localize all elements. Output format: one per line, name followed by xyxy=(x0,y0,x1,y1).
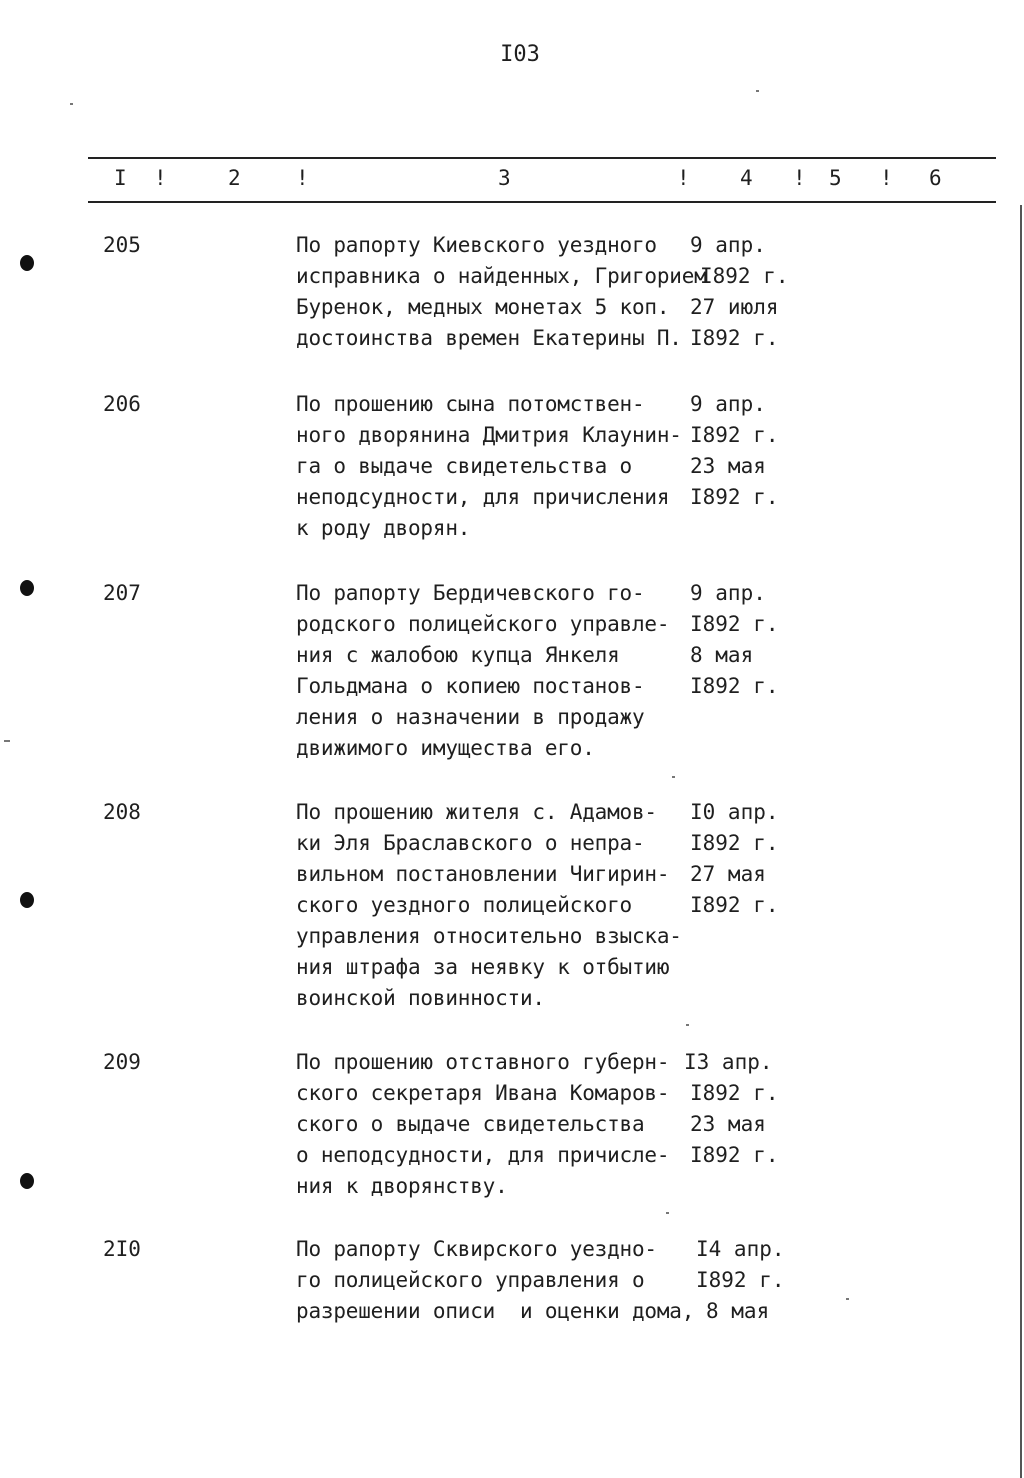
entry-description-line: ского уездного полицейского xyxy=(296,893,632,917)
entry-description-line: По рапорту Сквирского уездно- xyxy=(296,1237,657,1261)
entry-date-line: I892 г. xyxy=(700,264,789,288)
entry-date-line: 27 июля xyxy=(690,295,779,319)
punch-hole-mark xyxy=(20,892,34,908)
scan-speck xyxy=(666,1212,669,1214)
header-col-3: 3 xyxy=(498,166,511,190)
entry-description-line: к роду дворян. xyxy=(296,516,471,540)
entry-description-line: движимого имущества его. xyxy=(296,736,595,760)
header-col-1: I xyxy=(114,166,127,190)
header-col-2: 2 xyxy=(228,166,241,190)
entry-date-line: I3 апр. xyxy=(684,1050,773,1074)
entry-description-line: ния к дворянству. xyxy=(296,1174,508,1198)
entry-date-line: I892 г. xyxy=(690,893,779,917)
entry-description-line: вильном постановлении Чигирин- xyxy=(296,862,670,886)
entry-date-line: I892 г. xyxy=(690,1081,779,1105)
table-header-bottom-rule xyxy=(88,201,996,203)
entry-date-line: I892 г. xyxy=(690,485,779,509)
punch-hole-mark xyxy=(20,1173,34,1189)
table-header-top-rule xyxy=(88,157,996,159)
entry-description-line: ского о выдаче свидетельства xyxy=(296,1112,645,1136)
entry-description-line: разрешении описи и оценки дома, xyxy=(296,1299,695,1323)
header-separator: ! xyxy=(793,166,806,190)
entry-description-line: о неподсудности, для причисле- xyxy=(296,1143,670,1167)
entry-date-line: 9 апр. xyxy=(690,581,766,605)
scan-speck xyxy=(4,740,10,742)
header-col-4: 4 xyxy=(740,166,753,190)
scan-speck xyxy=(756,90,759,92)
entry-description-line: неподсудности, для причисления xyxy=(296,485,670,509)
entry-description-line: га о выдаче свидетельства о xyxy=(296,454,632,478)
scan-speck xyxy=(846,1298,849,1300)
entry-description-line: ления о назначении в продажу xyxy=(296,705,645,729)
entry-date-line: 8 мая xyxy=(706,1299,770,1323)
scan-speck xyxy=(70,103,73,105)
entry-date-line: 9 апр. xyxy=(690,392,766,416)
header-separator: ! xyxy=(296,166,309,190)
entry-number: 205 xyxy=(103,233,141,257)
entry-description-line: достоинства времен Екатерины П. xyxy=(296,326,682,350)
entry-date-line: I892 г. xyxy=(690,326,779,350)
entry-date-line: I892 г. xyxy=(696,1268,785,1292)
entry-description-line: исправника о найденных, Григорием xyxy=(296,264,707,288)
entry-description-line: го полицейского управления о xyxy=(296,1268,645,1292)
entry-date-line: I0 апр. xyxy=(690,800,779,824)
header-col-5: 5 xyxy=(829,166,842,190)
entry-date-line: I892 г. xyxy=(690,674,779,698)
entry-date-line: 23 мая xyxy=(690,1112,766,1136)
entry-description-line: ки Эля Браславского о непра- xyxy=(296,831,645,855)
scan-speck xyxy=(686,1024,689,1026)
page-edge-line xyxy=(1020,205,1022,1478)
header-separator: ! xyxy=(677,166,690,190)
entry-date-line: I892 г. xyxy=(690,423,779,447)
punch-hole-mark xyxy=(20,580,34,596)
entry-description-line: воинской повинности. xyxy=(296,986,545,1010)
entry-description-line: По прошению отставного губерн- xyxy=(296,1050,670,1074)
entry-date-line: I892 г. xyxy=(690,1143,779,1167)
entry-description-line: ния штрафа за неявку к отбытию xyxy=(296,955,670,979)
entry-date-line: 9 апр. xyxy=(690,233,766,257)
header-separator: ! xyxy=(880,166,893,190)
scan-speck xyxy=(672,776,675,778)
entry-description-line: ния с жалобою купца Янкеля xyxy=(296,643,620,667)
entry-description-line: По рапорту Киевского уездного xyxy=(296,233,657,257)
entry-number: 209 xyxy=(103,1050,141,1074)
entry-number: 206 xyxy=(103,392,141,416)
header-separator: ! xyxy=(154,166,167,190)
entry-date-line: I4 апр. xyxy=(696,1237,785,1261)
header-col-6: 6 xyxy=(929,166,942,190)
punch-hole-mark xyxy=(20,255,34,271)
entry-description-line: Буренок, медных монетах 5 коп. xyxy=(296,295,670,319)
entry-description-line: По рапорту Бердичевского го- xyxy=(296,581,645,605)
entry-number: 208 xyxy=(103,800,141,824)
page-number: I03 xyxy=(500,42,540,67)
entry-number: 207 xyxy=(103,581,141,605)
entry-description-line: ного дворянина Дмитрия Клаунин- xyxy=(296,423,682,447)
entry-description-line: По прошению сына потомствен- xyxy=(296,392,645,416)
entry-date-line: 8 мая xyxy=(690,643,754,667)
entry-description-line: родского полицейского управле- xyxy=(296,612,670,636)
entry-description-line: По прошению жителя с. Адамов- xyxy=(296,800,657,824)
entry-date-line: 23 мая xyxy=(690,454,766,478)
entry-number: 2I0 xyxy=(103,1237,141,1261)
entry-description-line: Гольдмана о копиею постанов- xyxy=(296,674,645,698)
entry-description-line: управления относительно взыска- xyxy=(296,924,682,948)
entry-description-line: ского секретаря Ивана Комаров- xyxy=(296,1081,670,1105)
entry-date-line: 27 мая xyxy=(690,862,766,886)
entry-date-line: I892 г. xyxy=(690,612,779,636)
entry-date-line: I892 г. xyxy=(690,831,779,855)
